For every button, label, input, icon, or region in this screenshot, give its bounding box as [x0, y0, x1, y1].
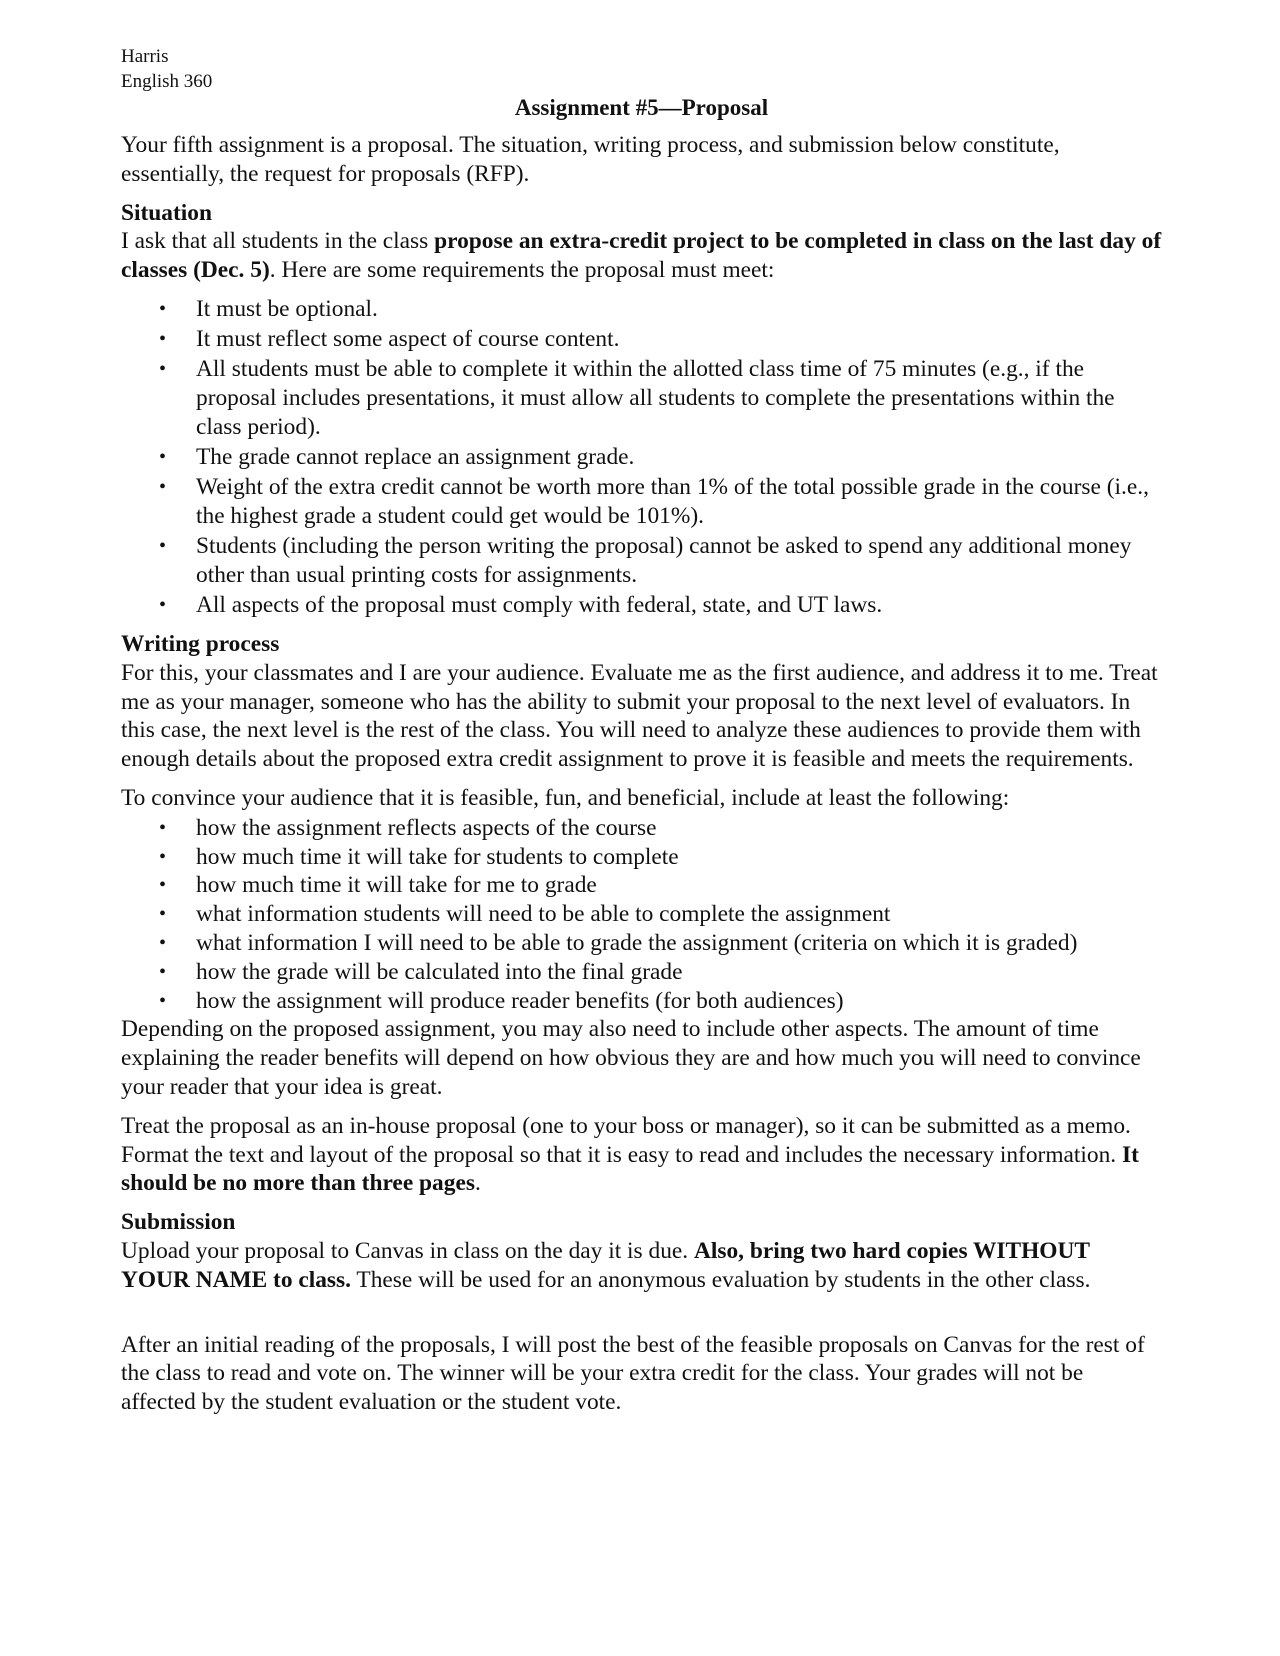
include-item: • what information I will need to be able to grade the assignment (criteria on which it is graded) — [159, 930, 1078, 957]
bullet-icon: • — [159, 535, 167, 558]
bullet-icon: • — [159, 594, 167, 617]
situation-text-bold: propose an extra-credit project to be completed in class on the last day of classes (Dec. 5) — [121, 228, 1162, 284]
situation-paragraph — [121, 227, 1162, 285]
include-item: • how the assignment will produce reader benefits (for both audiences) — [159, 987, 844, 1014]
writing-process-paragraph-1: For this, your classmates and I are your audience. Evaluate me as the first audience, and address it to me. Treat me as your manager, someone who has the ability to submit your proposal to the next level of evaluators. In this case, the next level is the rest of the class. You will need to analyze these audiences to provide them with enough details about the proposed extra credit assignment to prove it is feasible and meets the requirements. — [121, 659, 1158, 773]
bullet-icon: • — [159, 816, 167, 839]
requirement-item: • All aspects of the proposal must comply with federal, state, and UT laws. — [159, 592, 883, 619]
requirement-item: • All students must be able to complete it within the allotted class time of 75 minutes (e.g., if the proposal includes presentations, it must allow all students to complete the presentations within the class period). — [159, 356, 1115, 440]
submission-paragraph-2: After an initial reading of the proposals, I will post the best of the feasible proposals on Canvas for the rest of the class to read and vote on. The winner will be your extra credit for the class. Your grades will not be affected by the student evaluation or the student vote. — [121, 1331, 1145, 1416]
include-item: • what information students will need to be able to complete the assignment — [159, 901, 891, 928]
document-title: Assignment #5—Proposal — [514, 95, 769, 120]
requirement-item: • It must be optional. — [159, 295, 378, 322]
include-item: • how the grade will be calculated into the final grade — [159, 958, 683, 985]
include-item: • how the assignment reflects aspects of the course — [159, 814, 657, 841]
requirement-item: • Weight of the extra credit cannot be worth more than 1% of the total possible grade in the course (i.e., the highest grade a student could get would be 101%). — [159, 474, 1149, 530]
author-name: Harris — [121, 46, 169, 67]
page-limit-text: It should be no more than three pages — [121, 1141, 1139, 1197]
requirements-list — [121, 295, 1162, 620]
bullet-icon: • — [159, 960, 167, 983]
include-item: • how much time it will take for me to grade — [159, 872, 597, 899]
writing-process-paragraph-2: To convince your audience that it is feasible, fun, and beneficial, include at least the following: — [121, 785, 1010, 812]
bullet-icon: • — [159, 874, 167, 897]
hard-copies-text: Also, bring two hard copies WITHOUT YOUR NAME to class. — [121, 1238, 1090, 1293]
bullet-icon: • — [159, 932, 167, 955]
course-name: English 360 — [121, 71, 213, 92]
intro-paragraph: Your fifth assignment is a proposal. The situation, writing process, and submission below constitute, essentially, the request for proposals (RFP). — [121, 132, 1060, 187]
bullet-icon: • — [159, 989, 167, 1012]
requirement-item: • The grade cannot replace an assignment grade. — [159, 444, 635, 471]
writing-process-paragraph-4: Treat the proposal as an in-house proposal (one to your boss or manager), so it can be submitted as a memo. Format the text and layout of the proposal so that it is easy to read and includes the necessary information. It should be no more than three pages. — [121, 1112, 1139, 1197]
writing-process-heading: Writing process — [121, 631, 280, 658]
situation-text-after: . Here are some requirements the proposal must meet: — [269, 257, 775, 284]
writing-process-paragraph-3: Depending on the proposed assignment, you may also need to include other aspects. The amount of time explaining the reader benefits will depend on how obvious they are and how much you will need to convince your reader that your idea is great. — [121, 1016, 1141, 1101]
bullet-icon: • — [159, 476, 167, 499]
include-item: • how much time it will take for students to complete — [159, 843, 679, 870]
situation-text-before: I ask that all students in the class — [121, 228, 435, 255]
bullet-icon: • — [159, 358, 167, 381]
situation-heading: Situation — [121, 199, 212, 226]
submission-paragraph-1: Upload your proposal to Canvas in class on the day it is due. Also, bring two hard copies WITHOUT YOUR NAME to class. These will be used for an anonymous evaluation by students in the other class. — [121, 1238, 1091, 1293]
bullet-icon: • — [159, 297, 167, 320]
requirement-item: • Students (including the person writing the proposal) cannot be asked to spend any additional money other than usual printing costs for assignments. — [159, 533, 1132, 589]
requirement-item: • It must reflect some aspect of course content. — [159, 326, 620, 353]
bullet-icon: • — [159, 903, 167, 926]
include-list — [121, 814, 1162, 1016]
bullet-icon: • — [159, 845, 167, 868]
bullet-icon: • — [159, 446, 167, 469]
submission-heading: Submission — [121, 1209, 236, 1236]
bullet-icon: • — [159, 328, 167, 351]
